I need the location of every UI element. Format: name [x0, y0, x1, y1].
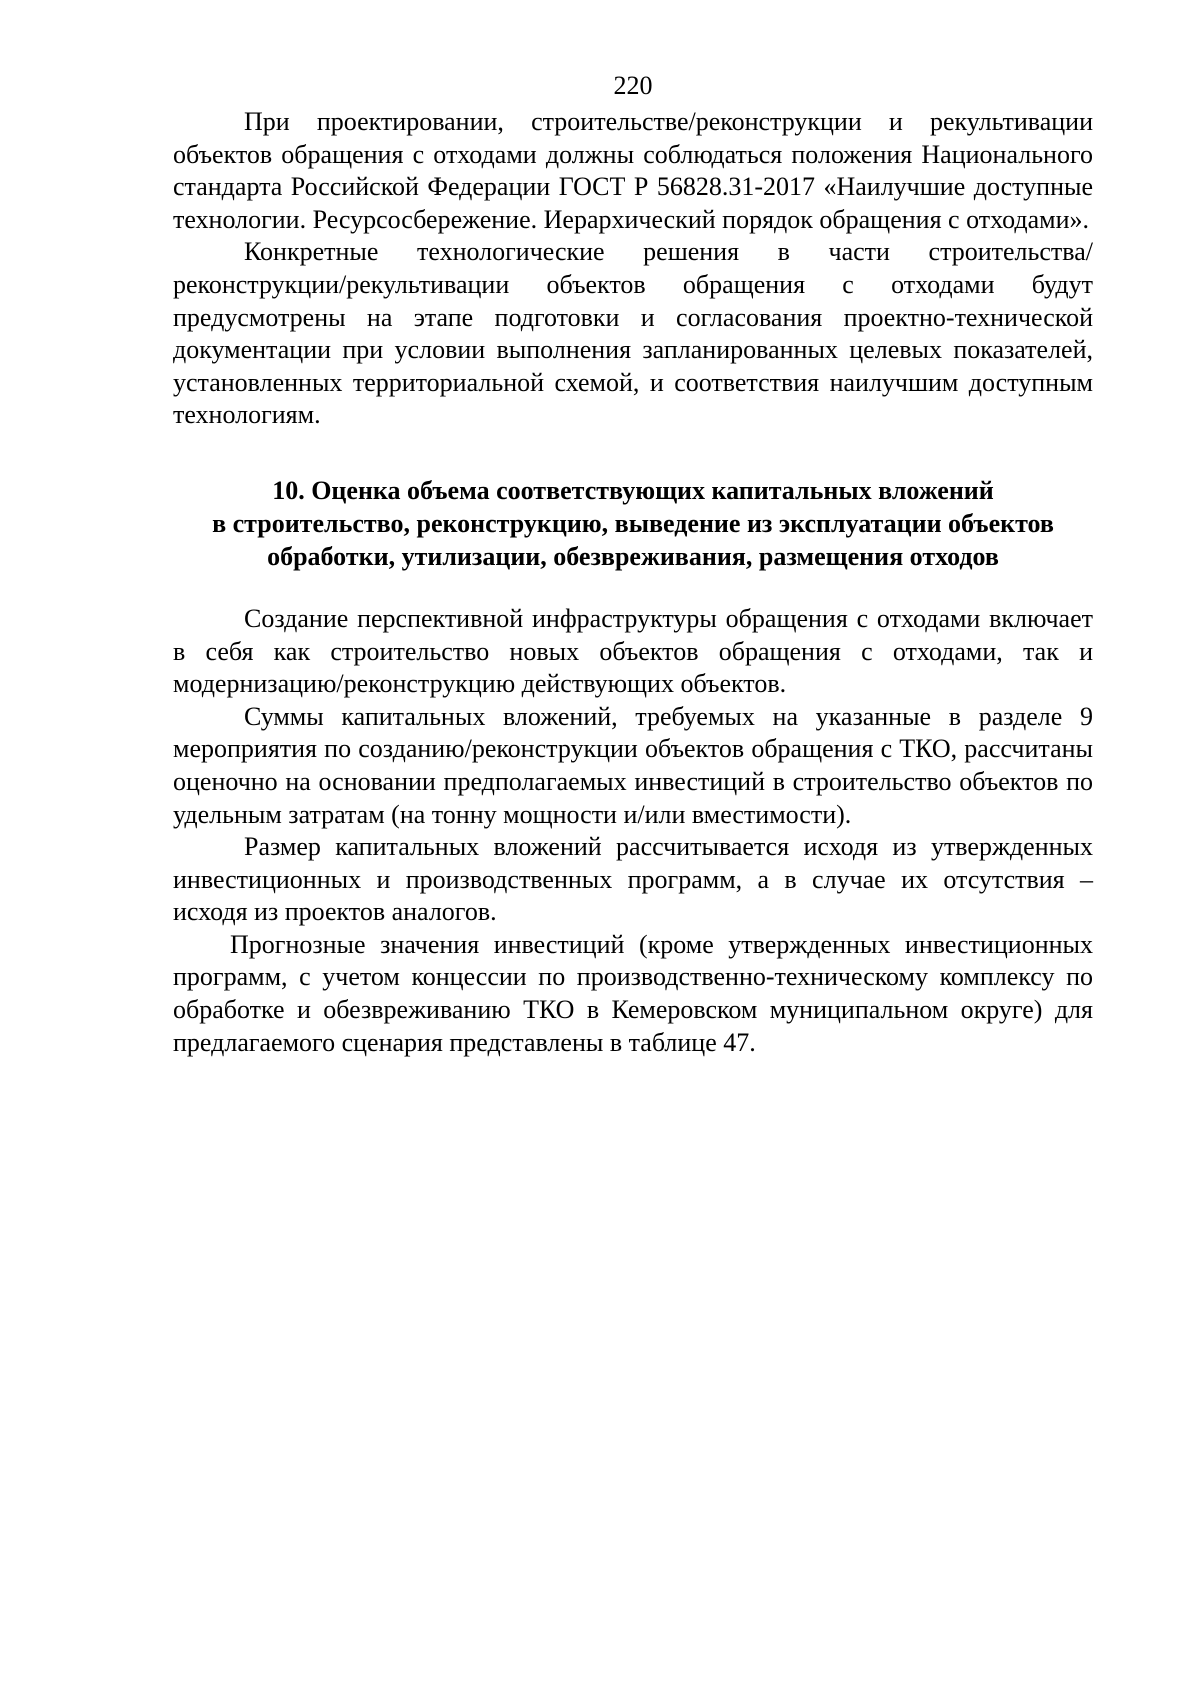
section-heading-line-2: в строительство, реконструкцию, выведение из эксплуатации объектов	[212, 508, 1054, 538]
page-number: 220	[613, 71, 653, 100]
section-heading	[173, 474, 1093, 573]
paragraph-technological-solutions: Конкретные технологические решения в части строительства/ реконструкции/рекультивации объектов обращения с отходами будут предусмотрены на этапе подготовки и согласования проектно-технической документации при условии выполнения запланированных целевых показателей, установленных территориальной схемой, и соответствия наилучшим доступным технологиям.	[173, 237, 1093, 430]
paragraph-capital-sums: Суммы капитальных вложений, требуемых на указанные в разделе 9 мероприятия по созданию/реконструкции объектов обращения с ТКО, рассчитаны оценочно на основании предполагаемых инвестиций в строительство объектов по удельным затратам (на тонну мощности и/или вместимости).	[173, 701, 1093, 829]
paragraph-gost-requirements: При проектировании, строительстве/реконструкции и рекультивации объектов обращения с отходами должны соблюдаться положения Национального стандарта Российской Федерации ГОСТ Р 56828.31-2017 «Наилучшие доступные технологии. Ресурсосбережение. Иерархический порядок обращения с отходами».	[173, 107, 1093, 234]
section-heading-line-3: обработки, утилизации, обезвреживания, размещения отходов	[267, 541, 999, 571]
paragraph-capital-size: Размер капитальных вложений рассчитывается исходя из утвержденных инвестиционных и производственных программ, а в случае их отсутствия – исходя из проектов аналогов.	[173, 832, 1093, 927]
paragraph-infrastructure: Создание перспективной инфраструктуры обращения с отходами включает в себя как строительство новых объектов обращения с отходами, так и модернизацию/реконструкцию действующих объектов.	[173, 603, 1093, 699]
document-page	[173, 70, 1093, 1059]
section-heading-line-1: 10. Оценка объема соответствующих капитальных вложений	[272, 475, 994, 505]
paragraph-forecast-values: Прогнозные значения инвестиций (кроме утвержденных инвестиционных программ, с учетом концессии по производственно-техническому комплексу по обработке и обезвреживанию ТКО в Кемеровском муниципальном округе) для предлагаемого сценария представлены в таблице 47.	[173, 929, 1093, 1057]
